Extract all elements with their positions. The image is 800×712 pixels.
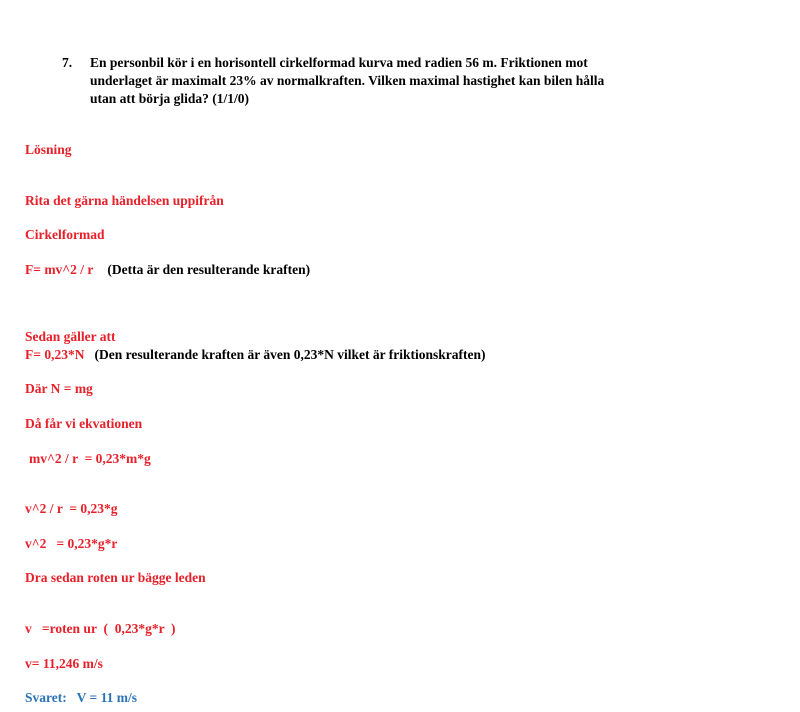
result: v= 11,246 m/s (25, 656, 103, 671)
question-line-3: utan att börja glida? (1/1/0) (90, 91, 250, 106)
then-holds: Sedan gäller att (25, 329, 116, 344)
circular-label: Cirkelformad (25, 227, 105, 242)
force-formula: F= mv^2 / r (25, 262, 94, 277)
equation-2: v^2 / r = 0,23*g (25, 501, 118, 516)
force-formula-line (25, 261, 310, 279)
draw-hint: Rita det gärna händelsen uppifrån (25, 193, 224, 208)
equation-intro: Då får vi ekvationen (25, 416, 143, 431)
equation-4: v =roten ur ( 0,23*g*r ) (25, 621, 176, 636)
friction-formula-line (25, 346, 486, 364)
question-line-2: underlaget är maximalt 23% av normalkraften. Vilken maximal hastighet kan bilen hålla (90, 73, 605, 88)
final-answer: Svaret: V = 11 m/s (25, 690, 137, 705)
equation-3: v^2 = 0,23*g*r (25, 536, 118, 551)
root-hint: Dra sedan roten ur bägge leden (25, 570, 206, 585)
question-line-1: En personbil kör i en horisontell cirkelformad kurva med radien 56 m. Friktionen mot (90, 55, 588, 70)
force-note: (Detta är den resulterande kraften) (107, 262, 311, 277)
normal-force: Där N = mg (25, 381, 93, 396)
equation-1: mv^2 / r = 0,23*m*g (29, 451, 151, 466)
question-number: 7. (62, 55, 73, 70)
solution-heading: Lösning (25, 142, 72, 157)
friction-formula: F= 0,23*N (25, 347, 85, 362)
friction-note: (Den resulterande kraften är även 0,23*N vilket är friktionskraften) (94, 347, 486, 362)
